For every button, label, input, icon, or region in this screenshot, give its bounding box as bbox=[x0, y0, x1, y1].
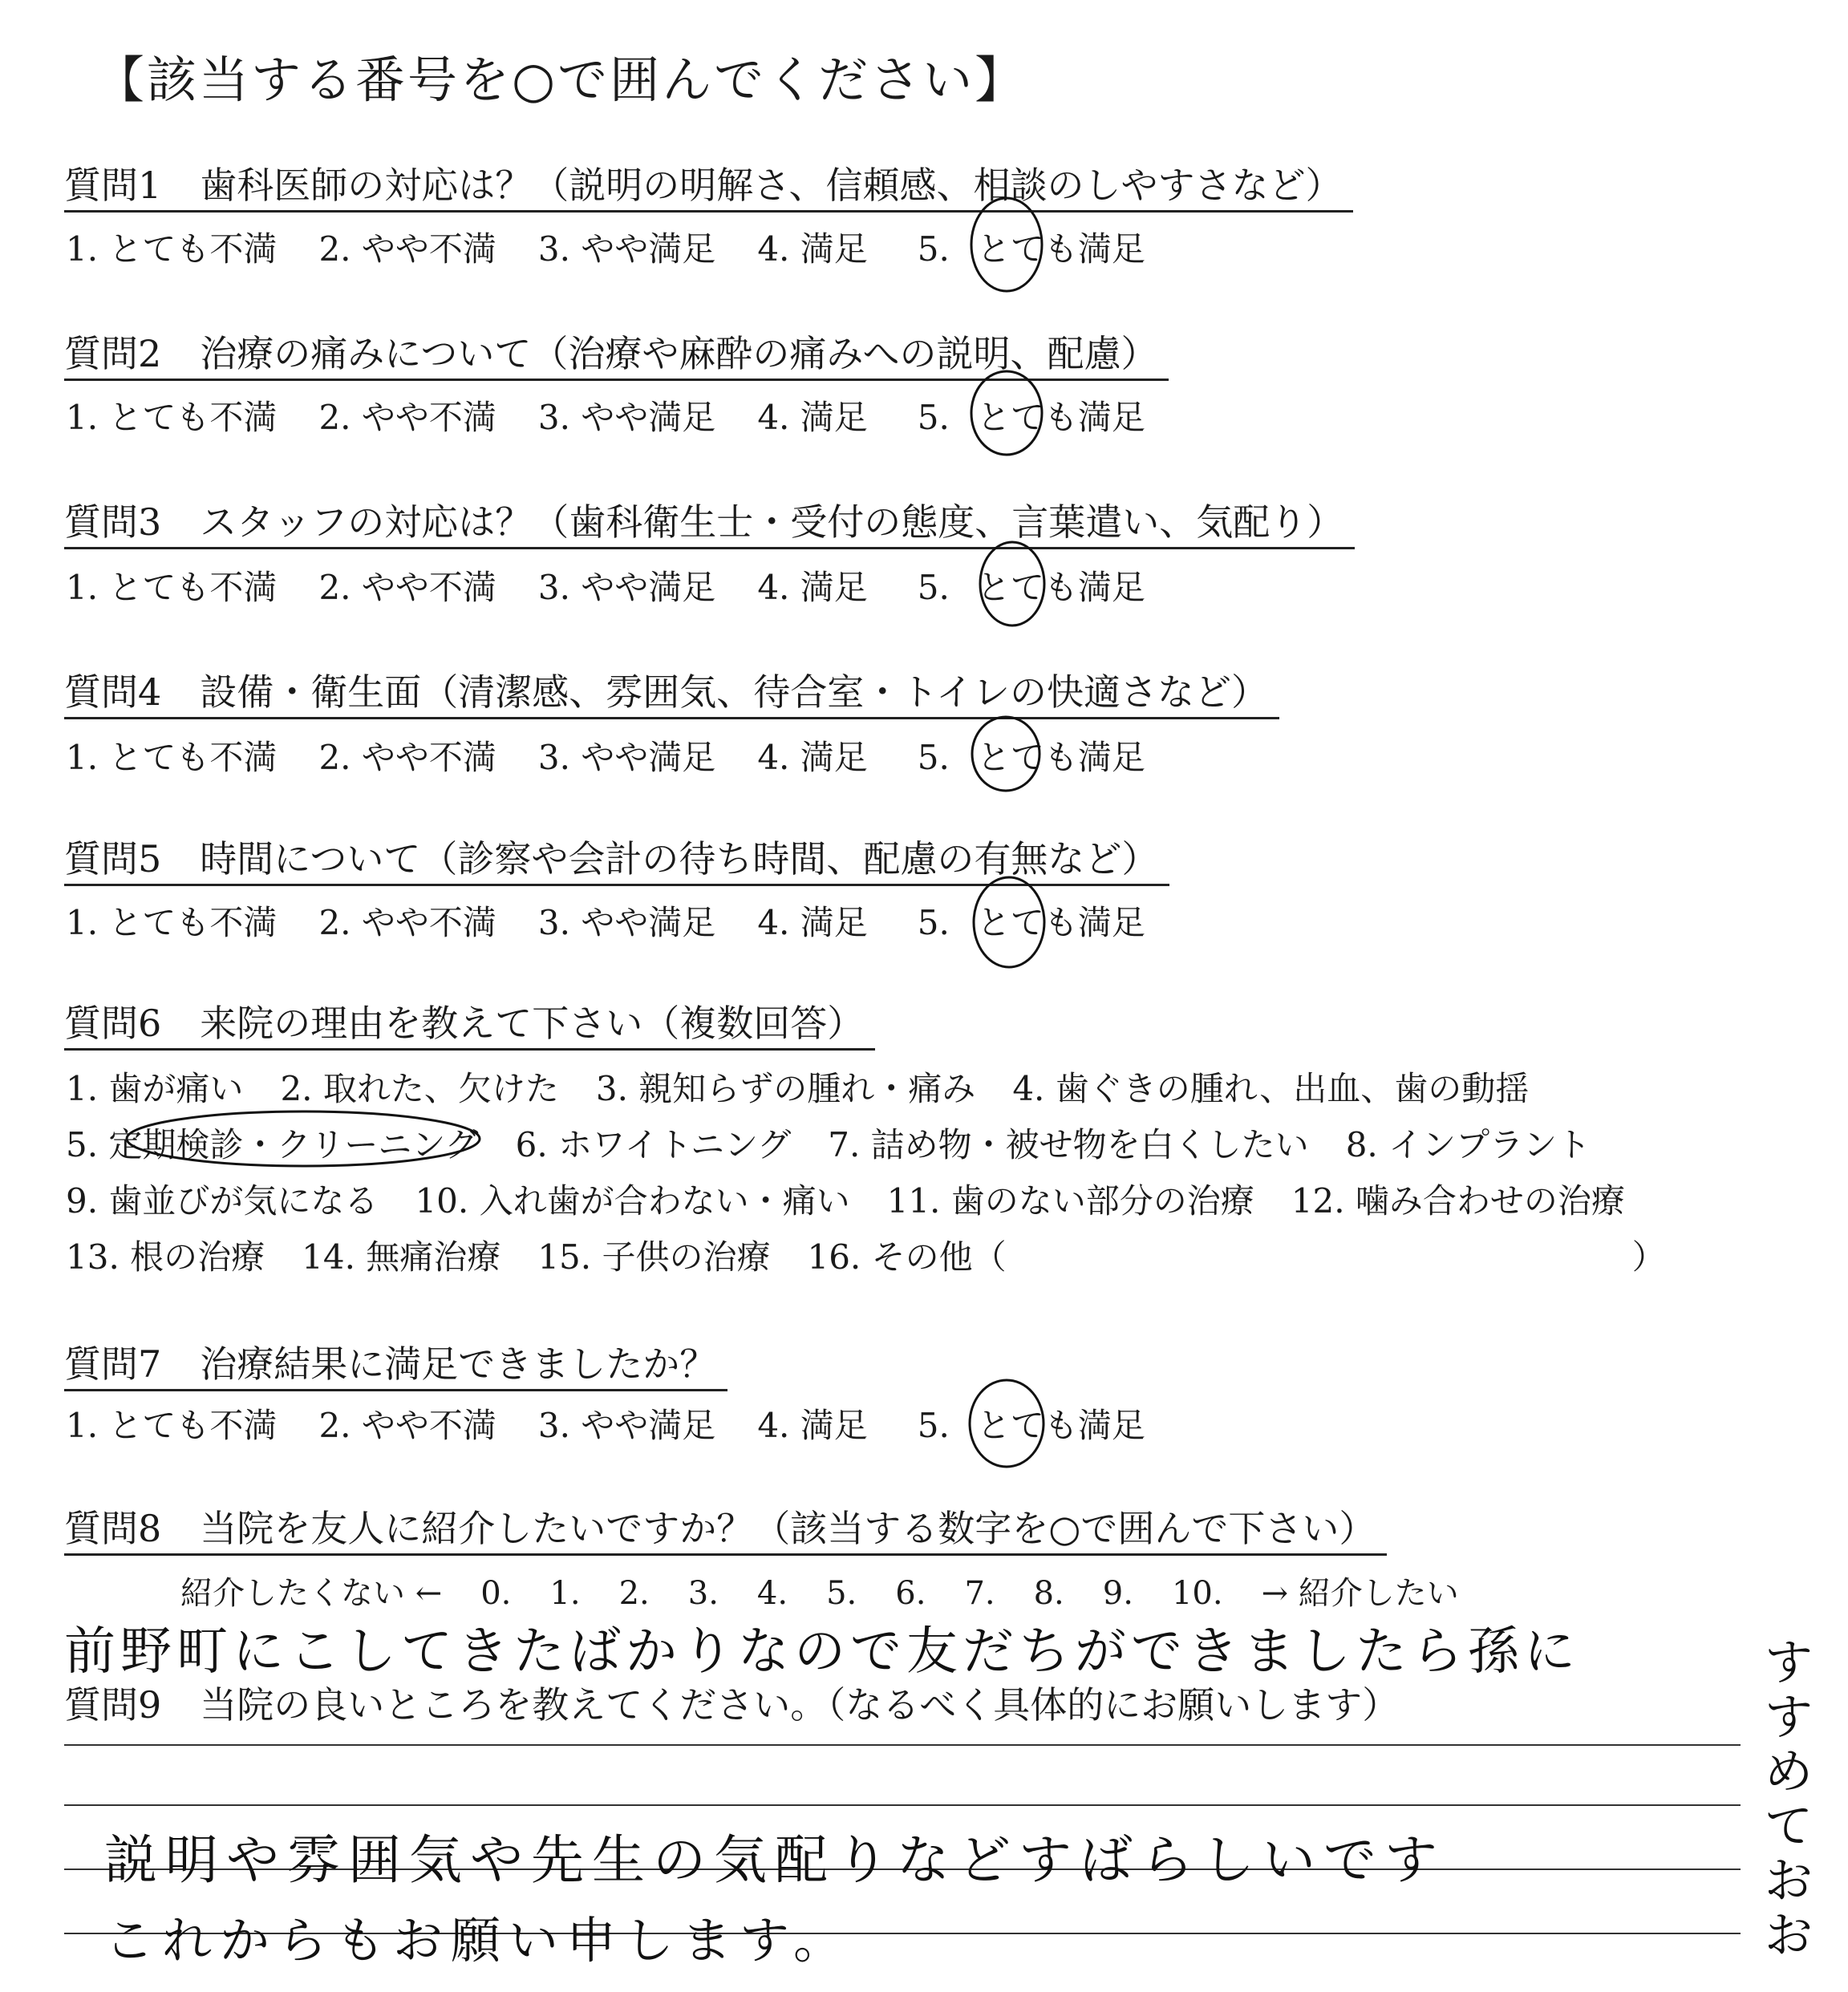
reason-option[interactable]: 4. 歯ぐきの腫れ、出血、歯の動揺 bbox=[1012, 1069, 1530, 1108]
scale-option[interactable]: 7. bbox=[964, 1575, 995, 1612]
scale-option[interactable]: 4. bbox=[756, 1575, 788, 1612]
reason-option[interactable]: 2. 取れた、欠けた bbox=[280, 1069, 559, 1108]
handwritten-answer-line-2: これからもお願い申します。 bbox=[104, 1911, 852, 1970]
question-7-heading bbox=[64, 1339, 727, 1391]
option-4[interactable]: 4. 満足 bbox=[757, 903, 868, 942]
option-2[interactable]: 2. やや不満 bbox=[318, 568, 496, 607]
answer-line[interactable] bbox=[64, 1804, 1741, 1806]
option-5[interactable]: 5. bbox=[917, 568, 950, 607]
question-number: 質問2 bbox=[64, 332, 162, 375]
scale-option[interactable]: 10. bbox=[1171, 1575, 1223, 1612]
question-number: 質問6 bbox=[64, 1002, 162, 1045]
question-6-row-4 bbox=[66, 1231, 1666, 1279]
question-number: 質問9 bbox=[64, 1683, 162, 1727]
reason-option-other[interactable]: 16. その他（ bbox=[807, 1237, 1007, 1277]
option-5-label: とても満足 bbox=[976, 398, 1145, 437]
reason-option[interactable]: 7. 詰め物・被せ物を白くしたい bbox=[828, 1125, 1309, 1164]
option-5[interactable]: 5. bbox=[917, 398, 950, 437]
option-2[interactable]: 2. やや不満 bbox=[318, 903, 496, 942]
question-number: 質問8 bbox=[64, 1507, 162, 1550]
option-5[interactable]: 5. bbox=[917, 229, 950, 269]
answer-line[interactable] bbox=[64, 1744, 1741, 1746]
option-5[interactable]: 5. bbox=[917, 903, 950, 942]
option-5-label: とても満足 bbox=[976, 903, 1145, 942]
reason-option[interactable]: 11. 歯のない部分の治療 bbox=[886, 1181, 1254, 1221]
question-2-heading bbox=[64, 329, 1169, 381]
reason-option[interactable]: 6. ホワイトニング bbox=[515, 1125, 792, 1164]
reason-option[interactable]: 8. インプラント bbox=[1345, 1125, 1591, 1164]
question-6-row-2 bbox=[66, 1119, 1627, 1167]
question-9-heading bbox=[64, 1676, 1399, 1729]
option-2[interactable]: 2. やや不満 bbox=[318, 229, 496, 269]
question-text: 治療結果に満足できましたか？ bbox=[200, 1342, 717, 1386]
scale-option[interactable]: 6. bbox=[895, 1575, 926, 1612]
option-4[interactable]: 4. 満足 bbox=[757, 229, 868, 269]
handwritten-answer-line-1: 説明や雰囲気や先生の気配りなどすばらしいです bbox=[104, 1829, 1445, 1891]
option-5[interactable]: 5. bbox=[917, 1406, 950, 1445]
option-1[interactable]: 1. とても不満 bbox=[66, 738, 278, 777]
option-4[interactable]: 4. 満足 bbox=[757, 568, 868, 607]
question-number: 質問7 bbox=[64, 1342, 162, 1386]
option-3[interactable]: 3. やや満足 bbox=[537, 903, 716, 942]
question-4-options[interactable] bbox=[66, 731, 1145, 779]
question-text: 来院の理由を教えて下さい（複数回答） bbox=[200, 1002, 865, 1045]
option-1[interactable]: 1. とても不満 bbox=[66, 903, 278, 942]
reason-option[interactable]: 1. 歯が痛い bbox=[66, 1069, 244, 1108]
question-1-heading bbox=[64, 160, 1353, 213]
question-6-row-1 bbox=[66, 1063, 1566, 1111]
option-3[interactable]: 3. やや満足 bbox=[537, 738, 716, 777]
option-2[interactable]: 2. やや不満 bbox=[318, 1406, 496, 1445]
option-1[interactable]: 1. とても不満 bbox=[66, 398, 278, 437]
option-1[interactable]: 1. とても不満 bbox=[66, 229, 278, 269]
scale-option[interactable]: 9. bbox=[1102, 1575, 1133, 1612]
option-4[interactable]: 4. 満足 bbox=[757, 738, 868, 777]
option-4[interactable]: 4. 満足 bbox=[757, 398, 868, 437]
option-5-label: とても満足 bbox=[976, 229, 1145, 269]
question-5-options[interactable] bbox=[66, 897, 1145, 945]
question-number: 質問1 bbox=[64, 164, 162, 207]
question-text: 歯科医師の対応は？（説明の明解さ、信頼感、相談のしやすさなど） bbox=[200, 164, 1343, 207]
reason-option[interactable]: 14. 無痛治療 bbox=[302, 1237, 501, 1277]
question-6-heading bbox=[64, 998, 875, 1051]
option-5-label: とても満足 bbox=[976, 738, 1145, 777]
option-3[interactable]: 3. やや満足 bbox=[537, 398, 716, 437]
reason-option[interactable]: 13. 根の治療 bbox=[66, 1237, 265, 1277]
question-8-heading bbox=[64, 1504, 1387, 1556]
question-2-options[interactable] bbox=[66, 391, 1145, 439]
question-7-options[interactable] bbox=[66, 1399, 1145, 1447]
scale-option[interactable]: 5. bbox=[826, 1575, 857, 1612]
question-text: 時間について（診察や会計の待ち時間、配慮の有無など） bbox=[200, 837, 1159, 881]
question-text: 当院の良いところを教えてください。（なるべく具体的にお願いします） bbox=[200, 1683, 1400, 1727]
page-title: 【該当する番号を○で囲んでください】 bbox=[95, 51, 1027, 109]
scale-option[interactable]: 8. bbox=[1033, 1575, 1064, 1612]
reason-option[interactable]: 15. 子供の治療 bbox=[537, 1237, 771, 1277]
scale-option[interactable]: 1. bbox=[549, 1575, 581, 1612]
scale-low-label: 紹介したくない ← bbox=[180, 1575, 443, 1612]
option-1[interactable]: 1. とても不満 bbox=[66, 1406, 278, 1445]
reason-option[interactable]: 3. 親知らずの腫れ・痛み bbox=[595, 1069, 976, 1108]
option-2[interactable]: 2. やや不満 bbox=[318, 398, 496, 437]
reason-option[interactable]: 9. 歯並びが気になる bbox=[66, 1181, 379, 1221]
question-number: 質問4 bbox=[64, 670, 162, 714]
question-6-row-3 bbox=[66, 1175, 1625, 1223]
option-2[interactable]: 2. やや不満 bbox=[318, 738, 496, 777]
option-1[interactable]: 1. とても不満 bbox=[66, 568, 278, 607]
question-4-heading bbox=[64, 667, 1279, 719]
question-1-options[interactable] bbox=[66, 223, 1145, 271]
option-3[interactable]: 3. やや満足 bbox=[537, 1406, 716, 1445]
question-3-heading bbox=[64, 497, 1355, 549]
question-text: 設備・衛生面（清潔感、雰囲気、待合室・トイレの快適さなど） bbox=[200, 670, 1268, 714]
question-text: 治療の痛みについて（治療や麻酔の痛みへの説明、配慮） bbox=[200, 332, 1158, 375]
other-close-paren: ） bbox=[1631, 1237, 1666, 1277]
handwritten-side-note: すすめておお bbox=[1765, 1635, 1813, 1964]
referral-scale bbox=[180, 1568, 1459, 1613]
scale-option[interactable]: 2. bbox=[618, 1575, 650, 1612]
reason-option[interactable]: 10. 入れ歯が合わない・痛い bbox=[415, 1181, 850, 1221]
scale-option[interactable]: 3. bbox=[687, 1575, 719, 1612]
question-3-options[interactable] bbox=[66, 561, 1145, 609]
option-5-label: とても満足 bbox=[976, 568, 1145, 607]
scale-high-label: → 紹介したい bbox=[1261, 1575, 1459, 1612]
option-5-label: とても満足 bbox=[976, 1406, 1145, 1445]
scale-option[interactable]: 0. bbox=[480, 1575, 512, 1612]
reason-option-selected[interactable]: 5. 定期検診・クリーニング bbox=[66, 1125, 479, 1164]
option-5[interactable]: 5. bbox=[917, 738, 950, 777]
option-4[interactable]: 4. 満足 bbox=[757, 1406, 868, 1445]
reason-option[interactable]: 12. 噛み合わせの治療 bbox=[1291, 1181, 1625, 1221]
question-5-heading bbox=[64, 834, 1169, 886]
option-3[interactable]: 3. やや満足 bbox=[537, 568, 716, 607]
handwritten-comment-q8: 前野町にこしてきたばかりなので友だちができましたら孫に bbox=[64, 1622, 1580, 1682]
question-number: 質問5 bbox=[64, 837, 162, 881]
question-text: 当院を友人に紹介したいですか？（該当する数字を○で囲んで下さい） bbox=[200, 1507, 1376, 1550]
option-3[interactable]: 3. やや満足 bbox=[537, 229, 716, 269]
question-text: スタッフの対応は？（歯科衛生士・受付の態度、言葉遣い、気配り） bbox=[200, 500, 1344, 544]
question-number: 質問3 bbox=[64, 500, 162, 544]
